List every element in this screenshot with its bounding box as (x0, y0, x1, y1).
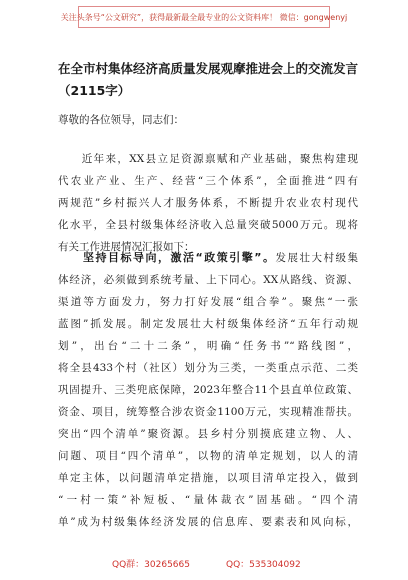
paragraph-line: “一村一策”补短板、“量体裁衣”固基础。“四个清 (58, 494, 358, 506)
paragraph-line: 体经济，必须做到系统考量、上下同心。XX从路线、资源、 (58, 274, 358, 286)
paragraph-line: 资金、项目，统筹整合涉农资金1100万元，实现精准帮扶。 (58, 406, 358, 418)
paragraph-line: 有关工作进展情况汇报如下： (58, 241, 195, 253)
section-heading: 坚持目标导向，激活“政策引擎”。 (58, 251, 276, 264)
paragraph-line: 渠道等方面发力，努力打好发展“组合拳”。聚焦“一张 (58, 296, 358, 308)
paragraph-line: 化水平，全县村级集体经济收入总量突破5000万元。现将 (58, 219, 358, 231)
paragraph-line: 两规范”乡村振兴人才服务体系，不断提升农业农村现代 (58, 197, 358, 209)
paragraph-line: 近年来，XX县立足资源禀赋和产业基础，聚焦构建现 (58, 153, 358, 165)
footer-contact (112, 557, 301, 570)
document-title (58, 58, 378, 102)
title-line-2: （2115字） (58, 83, 131, 98)
paragraph-line: 巩固提升、三类兜底保障，2023年整合11个县直单位政策、 (58, 384, 358, 396)
lead-rest: 发展壮大村级集 (275, 252, 358, 264)
paragraph-line: 问题、项目“四个清单”，以物的清单定规划，以人的清 (58, 450, 358, 462)
greeting: 尊敬的各位领导，同志们： (58, 114, 184, 126)
title-line-1: 在全市村集体经济高质量发展观摩推进会上的交流发言 (58, 61, 359, 76)
paragraph-lead-line (58, 247, 358, 269)
paragraph-line: 突出“四个清单”聚资源。县乡村分别摸底建立物、人、 (58, 428, 358, 440)
paragraph-line: 单定主体，以问题清单定措施，以项目清单定投入，做到 (58, 472, 358, 484)
banner-text: 关注头条号“公文研究”，获得最新最全最专业的公文资料库！ 微信：gongwenyj (60, 12, 348, 22)
paragraph-line: 代农业产业、生产、经营“三个体系”，全面推进“四有 (58, 175, 358, 187)
footer-qq-group: QQ群：30265665 (112, 560, 190, 570)
paragraph-line: 将全县433个村（社区）划分为三类，一类重点示范、二类 (58, 362, 358, 374)
footer-qq: QQ：535304092 (225, 560, 301, 570)
paragraph-intro (58, 148, 358, 258)
paragraph-goal-orientation (58, 247, 358, 533)
header-banner (60, 6, 348, 28)
paragraph-line: 单”成为村级集体经济发展的信息库、要素表和风向标， (58, 516, 358, 528)
paragraph-line: 划”，出台“二十二条”，明确“任务书”“路线图”， (58, 340, 358, 352)
paragraph-line: 蓝图”抓发展。制定发展壮大村级集体经济“五年行动规 (58, 318, 358, 330)
